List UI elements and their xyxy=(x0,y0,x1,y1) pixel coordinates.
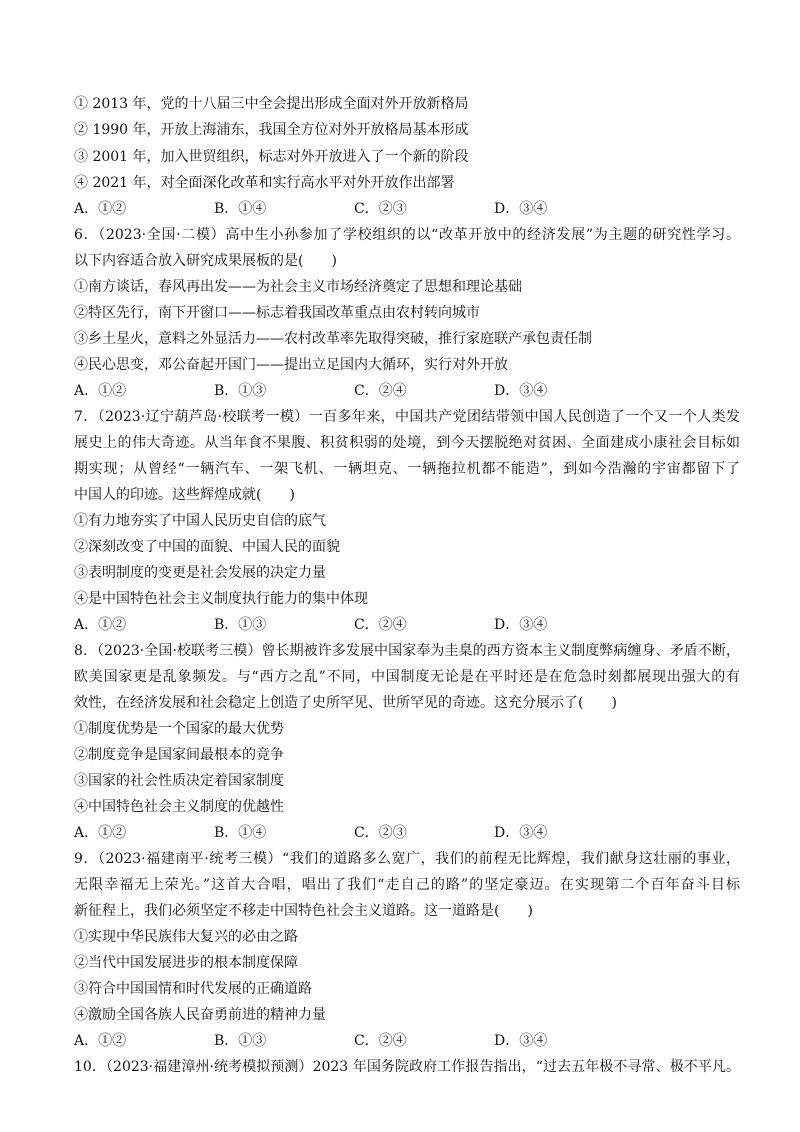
q7-stem-line-3: 期实现；从曾经“一辆汽车、一架飞机、一辆坦克、一辆拖拉机都不能造”，到如今浩瀚的宇宙都留下了 xyxy=(74,461,740,477)
q9-item-2: ②当代中国发展进步的根本制度保障 xyxy=(74,955,298,971)
q8-option-c: C．②③ xyxy=(354,825,407,841)
q5-item-2: ② 1990 年，开放上海浦东，我国全方位对外开放格局基本形成 xyxy=(74,122,469,138)
q6-item-2: ②特区先行，南下开窗口——标志着我国改革重点由农村转向城市 xyxy=(74,305,480,321)
q5-option-b: B．①④ xyxy=(214,201,267,217)
q6-option-d: D．③④ xyxy=(494,383,548,399)
q7-item-2: ②深刻改变了中国的面貌、中国人民的面貌 xyxy=(74,539,340,555)
q8-option-b: B．①④ xyxy=(214,825,267,841)
q8-item-2: ②制度竞争是国家间最根本的竞争 xyxy=(74,747,284,763)
q6-options xyxy=(74,379,714,403)
q5-item-3: ③ 2001 年，加入世贸组织，标志对外开放进入了一个新的阶段 xyxy=(74,149,469,165)
q8-stem-line-3: 效性，在经济发展和社会稳定上创造了史所罕见、世所罕见的奇迹。这充分展示了( ) xyxy=(74,695,617,711)
q7-option-a: A．①② xyxy=(74,617,127,633)
q7-options xyxy=(74,613,714,637)
q6-option-b: B．①③ xyxy=(214,383,267,399)
q8-stem-line-1: 8．（2023·全国·校联考三模）曾长期被许多发展中国家奉为圭臬的西方资本主义制度弊病缠身、矛盾不断， xyxy=(74,643,740,659)
q8-item-4: ④中国特色社会主义制度的优越性 xyxy=(74,799,284,815)
q7-item-1: ①有力地夯实了中国人民历史自信的底气 xyxy=(74,513,326,529)
q7-option-d: D．③④ xyxy=(494,617,548,633)
q6-item-1: ①南方谈话，春风再出发——为社会主义市场经济奠定了思想和理论基础 xyxy=(74,279,522,295)
q10-stem-line-1: 10．（2023·福建漳州·统考模拟预测）2023 年国务院政府工作报告指出，“过去五年极不寻常、极不平凡。 xyxy=(74,1059,740,1075)
q9-item-4: ④激励全国各族人民奋勇前进的精神力量 xyxy=(74,1007,326,1023)
q6-option-c: C．②④ xyxy=(354,383,407,399)
q9-options xyxy=(74,1029,714,1053)
q5-option-d: D．③④ xyxy=(494,201,548,217)
q7-stem-line-1: 7．（2023·辽宁葫芦岛·校联考一模）一百多年来，中国共产党团结带领中国人民创造了一个又一个人类发 xyxy=(74,409,740,425)
q7-item-4: ④是中国特色社会主义制度执行能力的集中体现 xyxy=(74,591,368,607)
q5-options xyxy=(74,197,714,221)
q8-item-3: ③国家的社会性质决定着国家制度 xyxy=(74,773,284,789)
q5-item-1: ① 2013 年，党的十八届三中全会提出形成全面对外开放新格局 xyxy=(74,96,469,112)
q6-stem-line-1: 6．（2023·全国·二模）高中生小孙参加了学校组织的以“改革开放中的经济发展”为主题的研究性学习。 xyxy=(74,227,740,243)
q6-stem-line-2: 以下内容适合放入研究成果展板的是( ) xyxy=(74,253,337,269)
q8-item-1: ①制度优势是一个国家的最大优势 xyxy=(74,721,284,737)
q5-option-a: A．①② xyxy=(74,201,127,217)
q7-stem-line-4: 中国人的印迹。这些辉煌成就( ) xyxy=(74,487,295,503)
q8-option-d: D．③④ xyxy=(494,825,548,841)
q7-option-c: C．②④ xyxy=(354,617,407,633)
q6-option-a: A．①② xyxy=(74,383,127,399)
q9-option-c: C．②④ xyxy=(354,1033,407,1049)
q7-option-b: B．①③ xyxy=(214,617,267,633)
q8-option-a: A．①② xyxy=(74,825,127,841)
q9-stem-line-2: 无限幸福无上荣光。”这首大合唱，唱出了我们“走自己的路”的坚定豪迈。在实现第二个百年奋斗目标 xyxy=(74,877,740,893)
q8-stem-line-2: 欧美国家更是乱象频发。与“西方之乱”不同，中国制度无论是在平时还是在危急时刻都展现出强大的有 xyxy=(74,669,740,685)
q9-option-a: A．①② xyxy=(74,1033,127,1049)
q9-stem-line-3: 新征程上，我们必须坚定不移走中国特色社会主义道路。这一道路是( ) xyxy=(74,903,533,919)
q6-item-3: ③乡土星火，意料之外显活力——农村改革率先取得突破，推行家庭联产承包责任制 xyxy=(74,331,592,347)
q7-item-3: ③表明制度的变更是社会发展的决定力量 xyxy=(74,565,326,581)
q5-option-c: C．②③ xyxy=(354,201,407,217)
q9-option-d: D．③④ xyxy=(494,1033,548,1049)
q5-item-4: ④ 2021 年，对全面深化改革和实行高水平对外开放作出部署 xyxy=(74,175,455,191)
q9-item-3: ③符合中国国情和时代发展的正确道路 xyxy=(74,981,312,997)
q9-stem-line-1: 9．（2023·福建南平·统考三模）“我们的道路多么宽广，我们的前程无比辉煌，我们献身这壮丽的事业， xyxy=(74,851,740,867)
q6-item-4: ④民心思变，邓公奋起开国门——提出立足国内大循环，实行对外开放 xyxy=(74,357,508,373)
q9-option-b: B．①③ xyxy=(214,1033,267,1049)
q7-stem-line-2: 展史上的伟大奇迹。从当年食不果腹、积贫积弱的处境，到今天摆脱绝对贫困、全面建成小康社会目标如 xyxy=(74,435,740,451)
q9-item-1: ①实现中华民族伟大复兴的必由之路 xyxy=(74,929,298,945)
q8-options xyxy=(74,821,714,845)
